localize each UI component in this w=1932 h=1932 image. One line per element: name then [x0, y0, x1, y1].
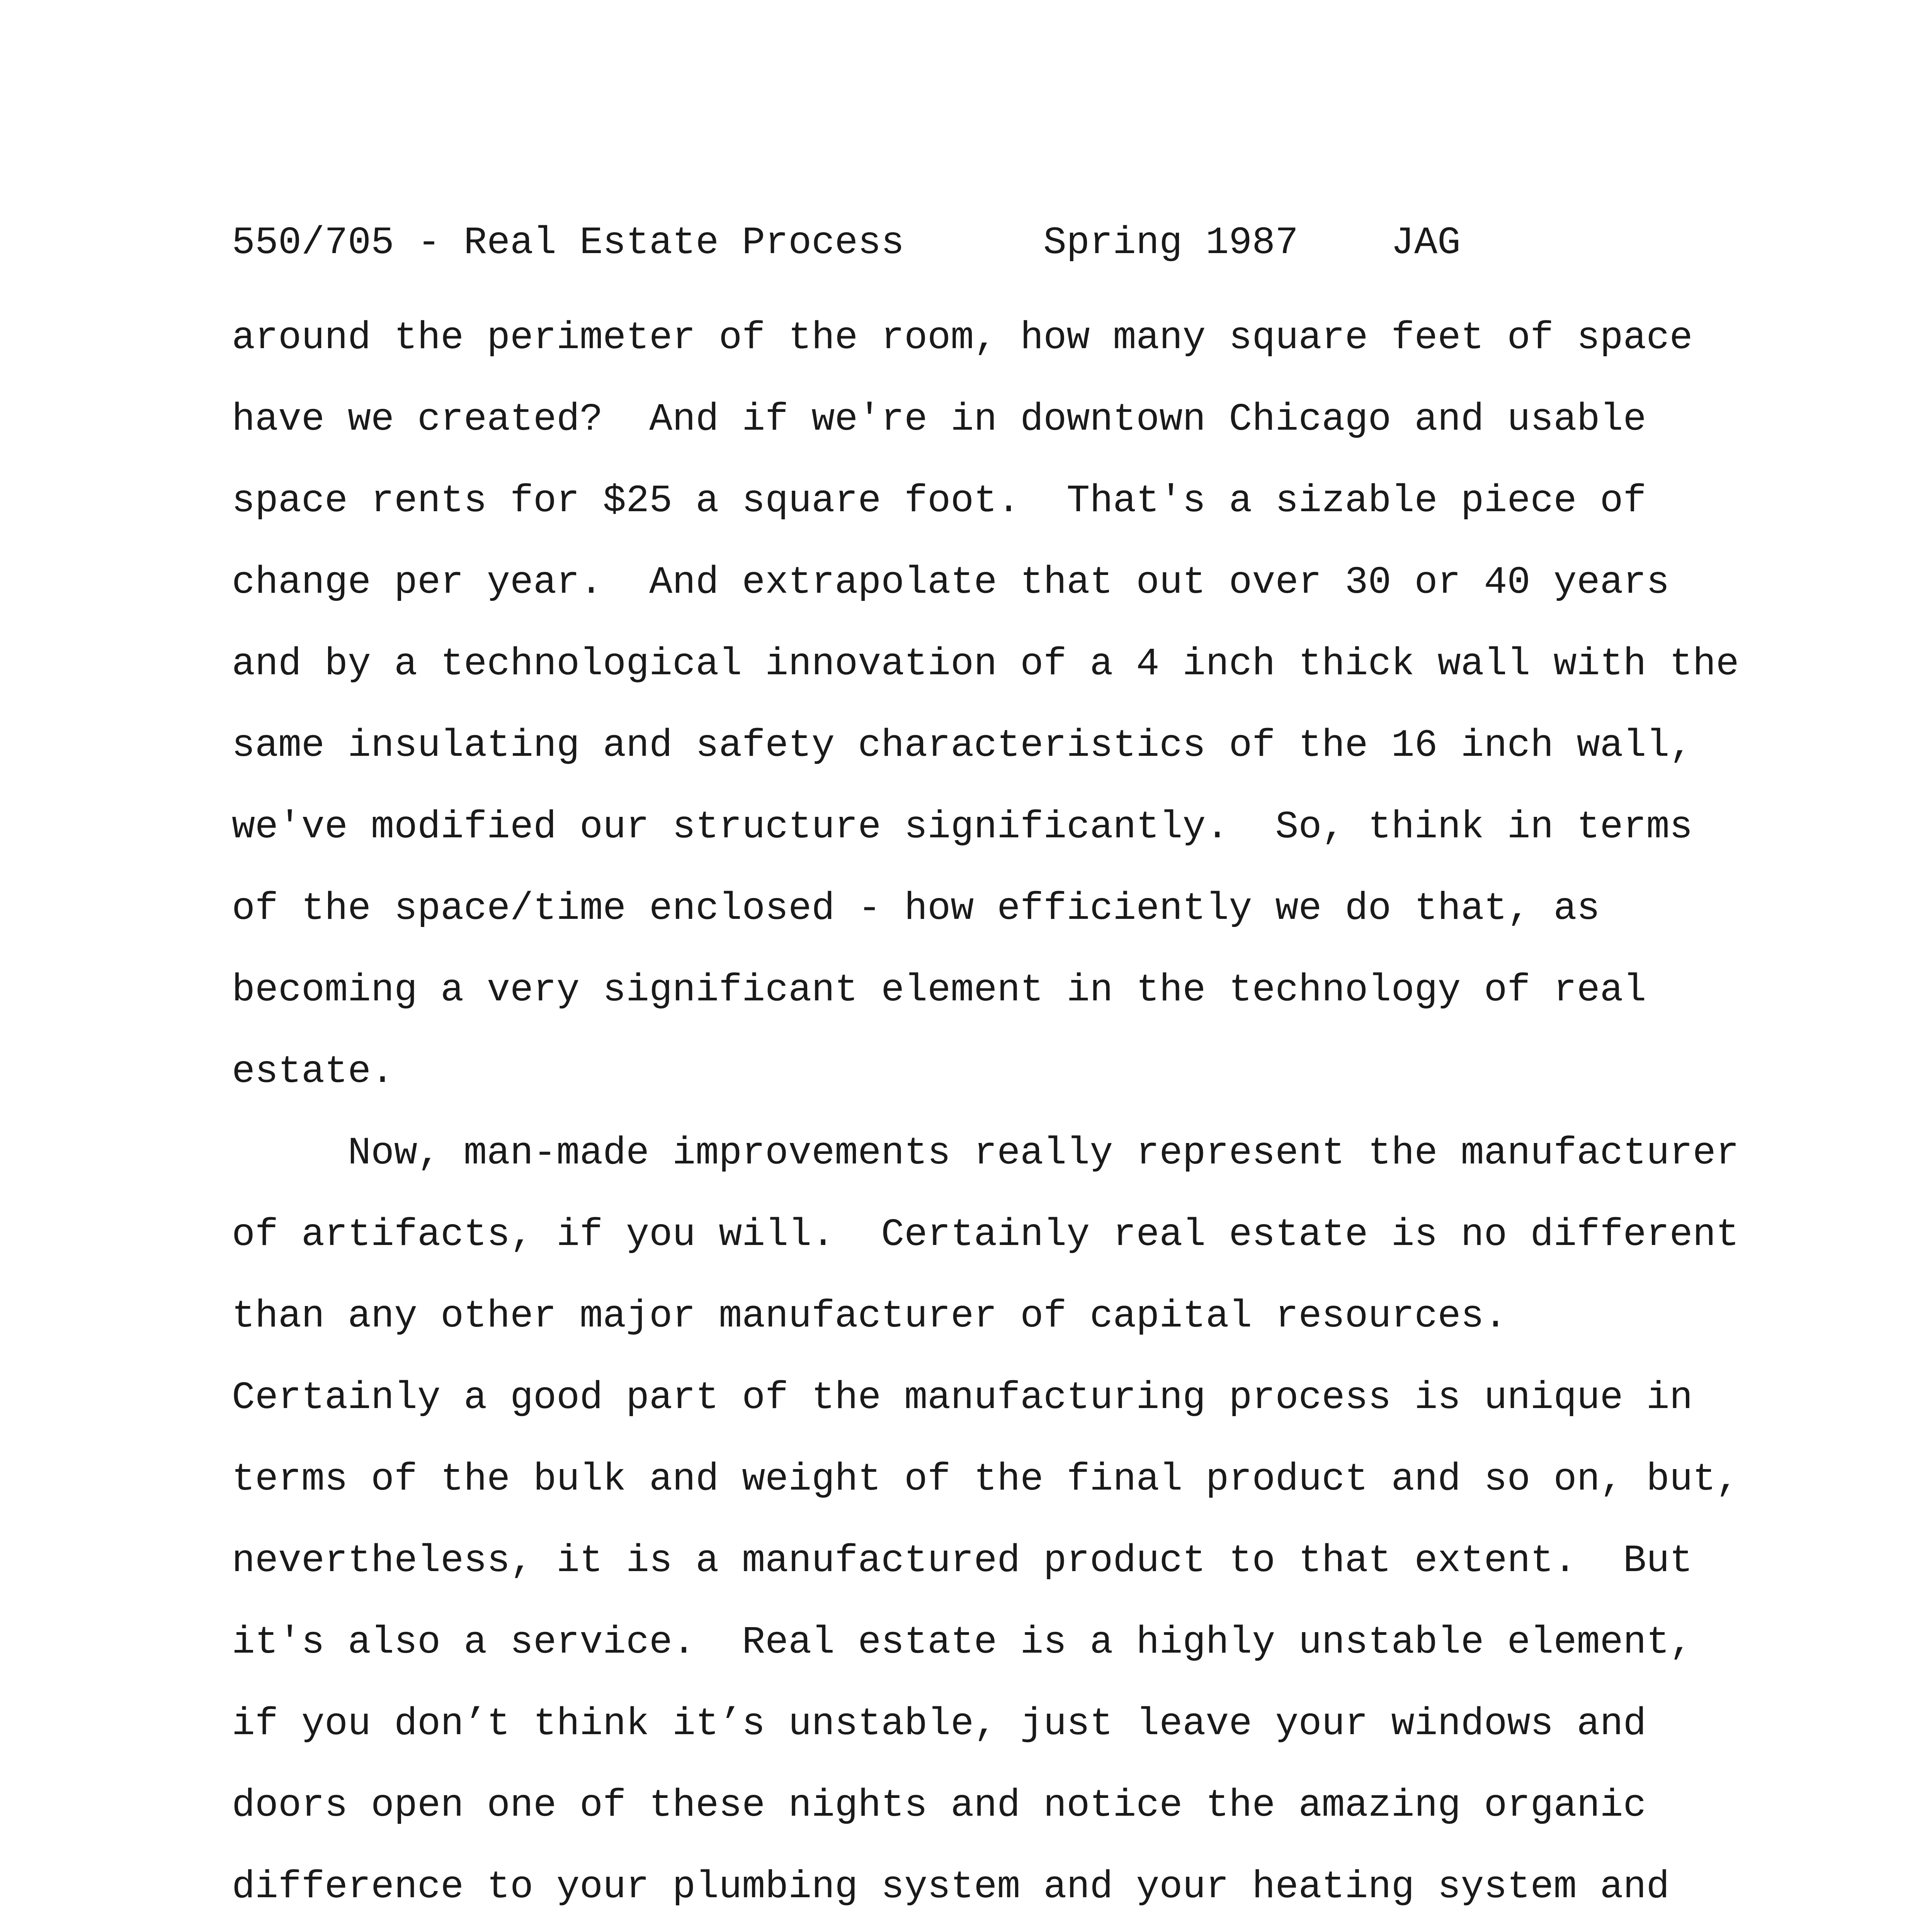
- author-initials: JAG: [1391, 221, 1461, 265]
- text-line: of artifacts, if you will. Certainly real estate is no different: [232, 1213, 1739, 1257]
- text-line: difference to your plumbing system and your heating system and: [232, 1866, 1670, 1909]
- text-line: terms of the bulk and weight of the final product and so on, but,: [232, 1458, 1739, 1502]
- text-line: change per year. And extrapolate that out over 30 or 40 years: [232, 561, 1670, 605]
- text-line: we've modified our structure significantly. So, think in terms: [232, 806, 1693, 849]
- text-line: and by a technological innovation of a 4 inch thick wall with the: [232, 643, 1739, 686]
- text-line: doors open one of these nights and notice the amazing organic: [232, 1784, 1646, 1828]
- paragraph: [232, 298, 1777, 1113]
- text-line: space rents for $25 a square foot. That's a sizable piece of: [232, 480, 1646, 523]
- text-line: becoming a very significant element in the technology of real: [232, 969, 1646, 1012]
- text-line: estate.: [232, 1050, 395, 1094]
- text-line: if you don’t think it’s unstable, just leave your windows and: [232, 1702, 1646, 1746]
- text-line: around the perimeter of the room, how many square feet of space: [232, 316, 1693, 360]
- body-text: [232, 298, 1777, 1932]
- text-line: nevertheless, it is a manufactured product to that extent. But: [232, 1539, 1693, 1583]
- text-line: than any other major manufacturer of capital resources.: [232, 1295, 1507, 1338]
- course-title: 550/705 - Real Estate Process: [232, 221, 905, 265]
- text-line: Certainly a good part of the manufacturing process is unique in: [232, 1376, 1693, 1420]
- term: Spring 1987: [1043, 221, 1299, 265]
- page-header: [232, 216, 1461, 270]
- text-line: Now, man-made improvements really represent the manufacturer: [348, 1132, 1739, 1175]
- text-line: it's also a service. Real estate is a highly unstable element,: [232, 1621, 1693, 1665]
- text-line: of the space/time enclosed - how efficiently we do that, as: [232, 887, 1600, 931]
- paragraph: [232, 1113, 1777, 1932]
- text-line: [232, 1928, 1777, 1932]
- text-line: same insulating and safety characteristics of the 16 inch wall,: [232, 724, 1693, 768]
- text-line: have we created? And if we're in downtown Chicago and usable: [232, 398, 1646, 442]
